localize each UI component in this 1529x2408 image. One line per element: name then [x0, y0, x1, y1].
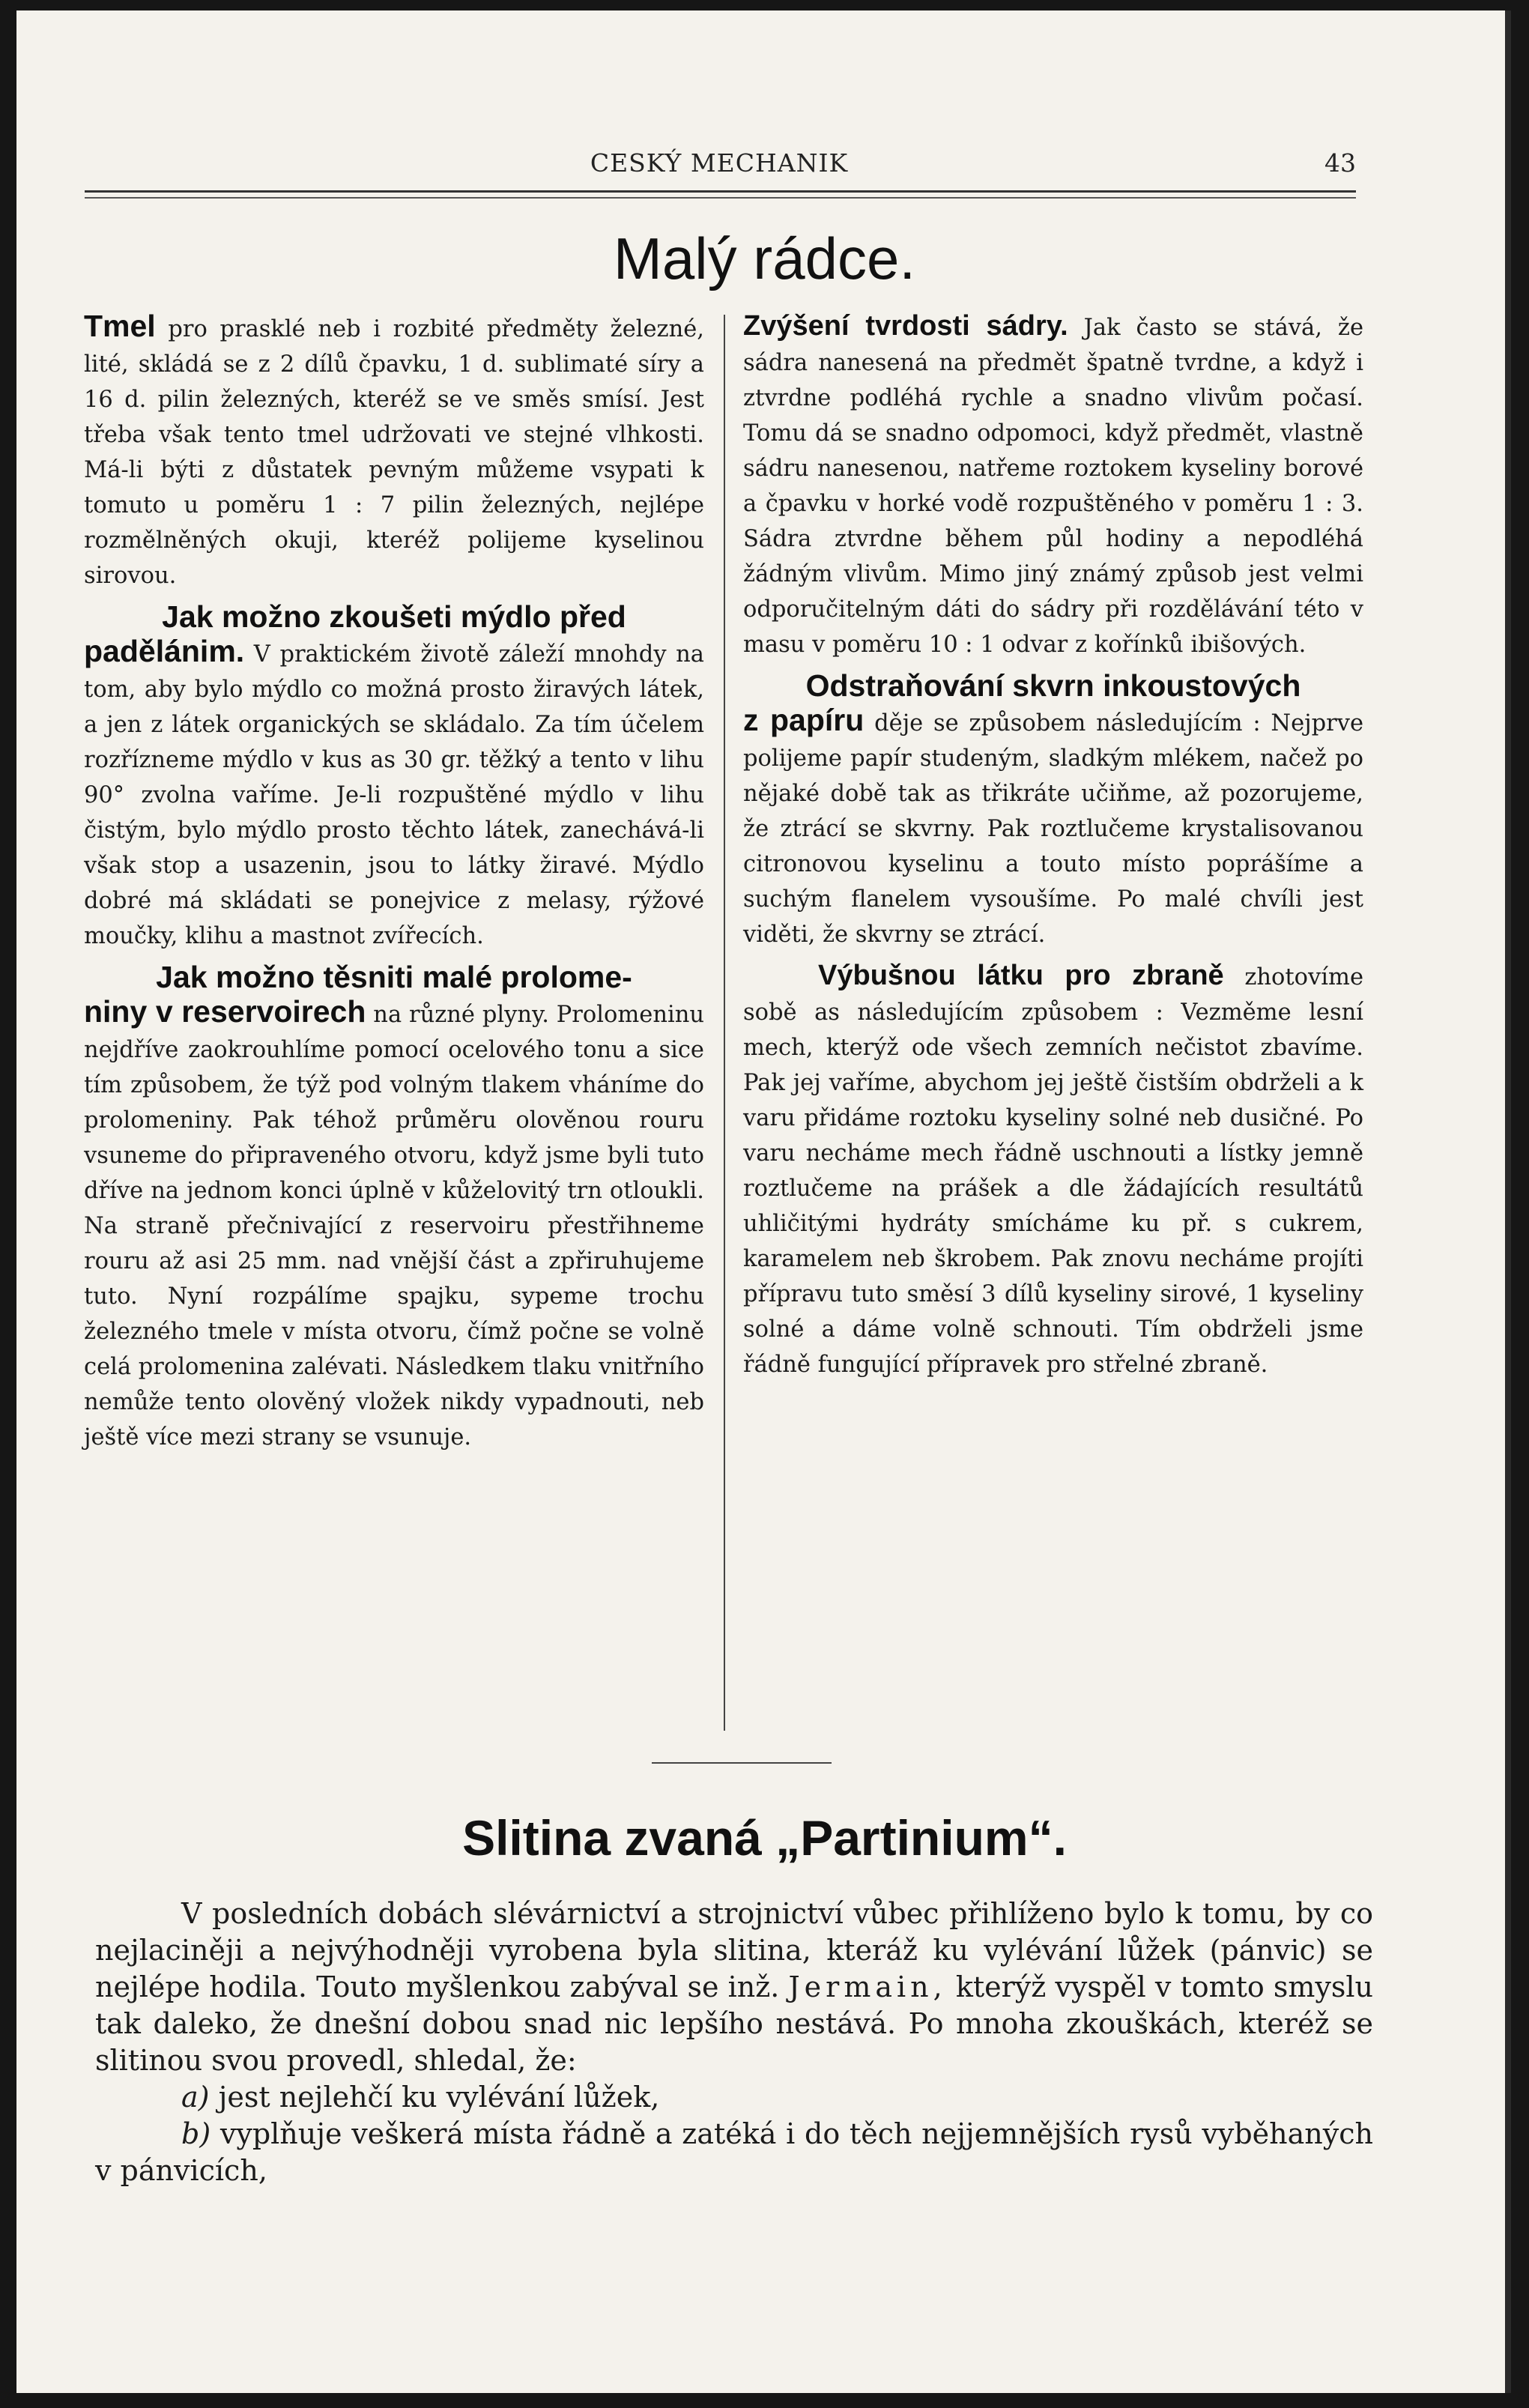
article-heading: Tmel [84, 309, 156, 343]
article-text: V praktickém životě záleží mnohdy na tom, aby bylo mýdlo co možná prosto žiravých látek, a jen z látek organických se skládalo. Za tím účelem rozřízneme mýdlo v kus as 30 gr. těžký a tento v lihu 90° zvolna vaříme. Je-li rozpuštěné mýdlo v lihu čistým, bylo mýdlo prosto těchto látek, zanechává-li však stop a usazenin, jsou to látky žiravé. Mýdlo dobré má skládati se ponejvice z melasy, rýžové moučky, klihu a mastnot zvířecích. [84, 641, 704, 949]
article-heading: Výbušnou látku pro zbraně [818, 960, 1224, 991]
section-separator [652, 1762, 832, 1764]
list-item-a [95, 2079, 1373, 2116]
article-heading-cont: padělánim. [84, 634, 245, 668]
article-text: zhotovíme sobě as následujícím způsobem : Vezměme lesní mech, kterýž ode všech zemních nečistot zbavíme. Pak jej vaříme, abychom jej ještě čistším obdrželi a k varu přidáme roztoku kyseliny solné neb dusičné. Po varu necháme mech řádně uschnouti a lístky jemně roztlučeme na prášek a dle žádajících resultátů uhličitými hydráty smícháme ku př. s cukrem, karamelem neb škrobem. Pak znovu necháme projíti přípravu tuto směsí 3 dílů kyseliny sirové, 1 kyseliny solné a dáme volně schnouti. Tím obdrželi jsme řádně fungující přípravek pro střelné zbraně. [743, 964, 1363, 1378]
left-column [84, 309, 704, 1461]
article-prolomeniny [84, 960, 704, 1455]
list-label: b) [181, 2117, 211, 2150]
running-title: CESKÝ MECHANIK [590, 148, 849, 178]
header-rule [85, 190, 1356, 193]
right-column [743, 309, 1363, 1388]
article-heading: Jak možno těsniti malé prolome- [156, 960, 632, 994]
column-divider [724, 315, 725, 1731]
article-heading: Jak možno zkoušeti mýdlo před [162, 599, 626, 634]
header-rule-thin [85, 197, 1356, 199]
article-heading: Odstraňování skvrn inkoustových [805, 668, 1301, 703]
article-tmel [84, 309, 704, 593]
article-mydlo [84, 599, 704, 954]
article-heading-cont: niny v reservoirech [84, 994, 366, 1029]
list-item-b [95, 2116, 1373, 2189]
section-paragraph [95, 1896, 1373, 2079]
main-title: Malý rádce. [613, 226, 916, 291]
article-text: pro prasklé neb i rozbité předměty železné, lité, skládá se z 2 dílů čpavku, 1 d. sublimaté síry a 16 d. pilin železných, kteréž se ve směs smísí. Jest třeba však tento tmel udržovati ve stejné vlhkosti. Má-li býti z důstatek pevným můžeme vsypati k tomuto u poměru 1 : 7 pilin železných, nejlépe rozmělněných okuji, kteréž polijeme kyselinou sirovou. [84, 316, 705, 589]
article-text: na různé plyny. Prolomeninu nejdříve zaokrouhlíme pomocí ocelového tonu a sice tím způsobem, že týž pod volným tlakem vháníme do prolomeniny. Pak téhož průměru olověnou rouru vsuneme do připraveného otvoru, když jsme byli tuto dříve na jednom konci úplně v kůželovitý trn otloukli. Na straně přečnivající z reservoiru přestřihneme rouru až asi 25 mm. nad vnější část a zpřiruhujeme tuto. Nyní rozpálíme spajku, sypeme trochu železného tmele v místa otvoru, čímž počne se volně celá prolomenina zalévati. Následkem tlaku vnitřního nemůže tento olověný vložek nikdy vypadnouti, neb ještě více mezi strany se vsunuje. [84, 1002, 705, 1450]
section-body [95, 1896, 1373, 2189]
article-vybusna [743, 958, 1363, 1382]
article-heading-cont: z papíru [743, 703, 865, 737]
list-text: jest nejlehčí ku vylévání lůžek, [218, 2081, 660, 2114]
list-label: a) [181, 2081, 210, 2114]
article-sadra [743, 309, 1363, 662]
article-text: Jak často se stává, že sádra nanesená na předmět špatně tvrdne, a když i ztvrdne podléhá rychle a snadno vlivům počasí. Tomu dá se snadno odpomoci, když předmět, vlastně sádru nanesenou, natřeme roztokem kyseliny borové a čpavku v horké vodě rozpuštěného v poměru 1 : 3. Sádra ztvrdne během půl hodiny a nepodléhá žádným vlivům. Mimo jiný známý způsob jest velmi odporučitelným dáti do sádry při rozdělávání této v masu v poměru 10 : 1 odvar z kořínků ibišových. [743, 315, 1363, 658]
paragraph-text-cont: kterýž vyspěl v tomto smyslu tak daleko, že dnešní dobou snad nic lepšího nestává. Po mnoha zkouškách, kteréž se slitinou svou provedl, shledal, že: [95, 1970, 1373, 2077]
list-text: vyplňuje veškerá místa řádně a zatéká i do těch nejjemnějších rysů vyběhaných v pánvicích, [95, 2117, 1373, 2187]
article-text: děje se způsobem následujícím : Nejprve polijeme papír studeným, sladkým mlékem, načež po nějaké době tak as třikráte učiňme, až pozorujeme, že ztrácí se skvrny. Pak roztlučeme krystalisovanou citronovou kyselinu a touto místo poprášíme a suchým flanelem vysoušíme. Po malé chvíli jest viděti, že skvrny se ztrácí. [743, 710, 1363, 948]
page-header [82, 148, 1356, 187]
paragraph-text: V posledních dobách slévárnictví a strojnictví vůbec přihlíženo bylo k tomu, by co nejlaciněji a nejvýhodněji vyrobena byla slitina, kteráž ku vylévání lůžek (pánvic) se nejlépe hodila. Touto myšlenkou zabýval se inž. [95, 1897, 1373, 2003]
article-skvrny [743, 668, 1363, 952]
section-title: Slitina zvaná „Partinium“. [462, 1810, 1067, 1866]
engineer-name: Jermain, [788, 1970, 947, 2003]
page-number: 43 [1324, 148, 1356, 178]
article-heading: Zvýšení tvrdosti sádry. [743, 310, 1068, 342]
